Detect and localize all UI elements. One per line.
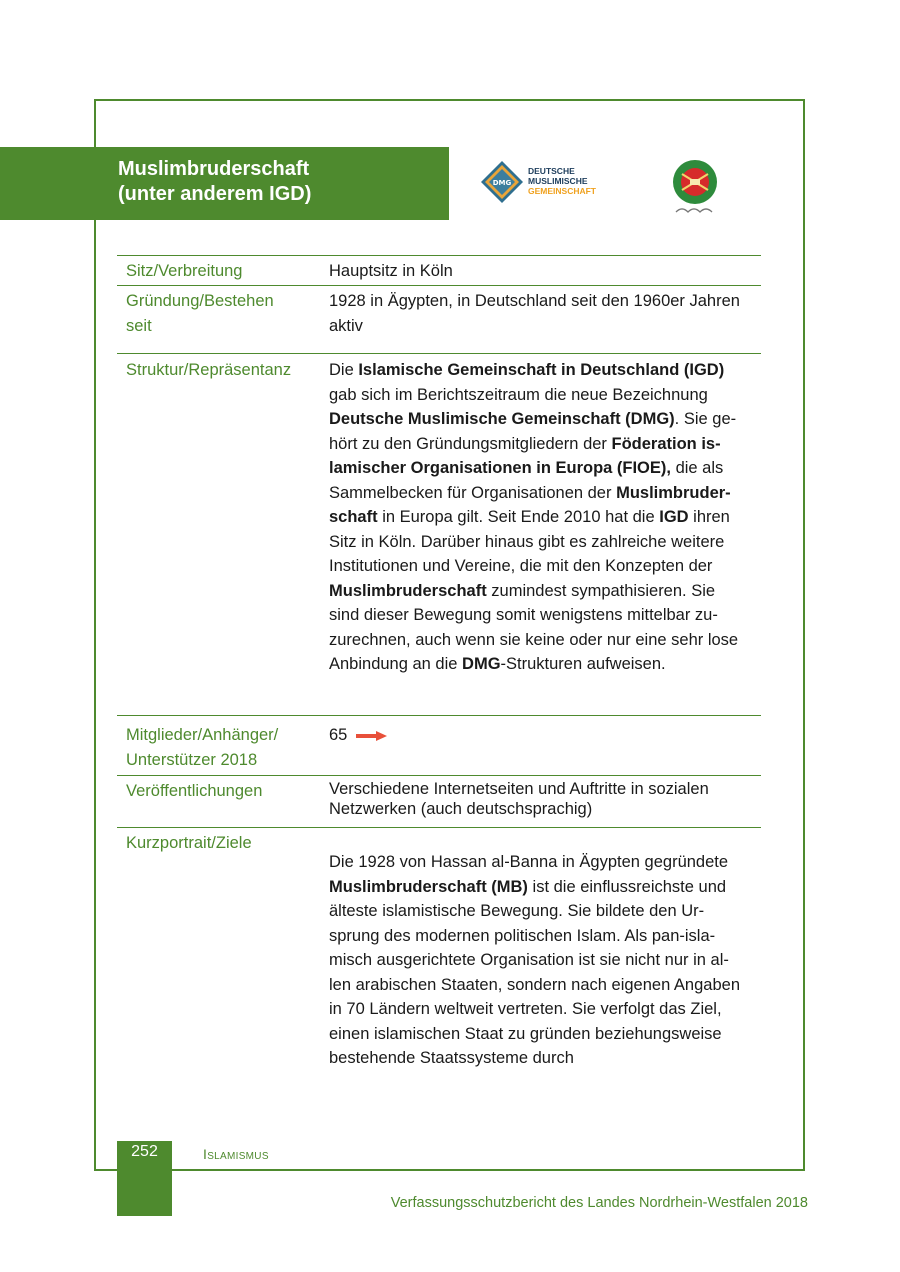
table-row: Gründung/Bestehen seit 1928 in Ägypten, in Deutschland seit den 1960er Jahren aktiv — [117, 285, 761, 353]
trend-arrow-icon — [356, 731, 388, 741]
table-row: Veröffentlichungen Verschiedene Internetseiten und Auftritte in sozialen Netzwerken (auch deutschsprachig) — [117, 775, 761, 827]
table-row: Mitglieder/Anhänger/ Unterstützer 2018 65 — [117, 715, 761, 775]
page-number: 252 — [131, 1143, 158, 1160]
table-row: Struktur/Repräsentanz Die Islamische Gemeinschaft in Deutschland (IGD) gab sich im Berichtszeitraum die neue Bezeichnung Deutsche Muslimische Gemeinschaft (DMG). Sie ge- hört zu den Gründungsmitgliedern der Föderation is- lamischer Organisationen in Europa (FIOE), die als Sammelbecken für Organisationen der Muslimbruder- schaft in Europa gilt. Seit Ende 2010 hat die IGD ihren Sitz in Köln. Darüber hinaus gibt es zahlreiche weitere Institutionen und Vereine, die mit den Konzepten der Muslimbruderschaft zumindest sympathisieren. Sie sind dieser Bewegung somit wenigstens mittelbar zu- zurechnen, auch wenn sie keine oder nur eine sehr lose Anbindung an die DMG-Strukturen aufweisen. — [117, 353, 761, 715]
fact-table — [117, 255, 761, 1068]
kurzportrait-text: Die 1928 von Hassan al-Banna in Ägypten gegründete Muslimbruderschaft (MB) ist die einflussreichste und älteste islamistische Bewegung. Sie bildete den Ur- sprung des modernen politischen Islam. Als pan-isla- misch ausgerichtete Organisation ist sie nicht nur in al- len arabischen Staaten, sondern nach eigenen Angaben in 70 Ländern weltweit vertreten. Sie verfolgt das Ziel, einen islamischen Staat zu gründen beziehungsweise bestehende Staatssysteme durch — [329, 853, 740, 1067]
member-count: 65 — [329, 726, 348, 744]
dmg-logo-text: DEUTSCHE MUSLIMISCHE GEMEINSCHAFT — [528, 166, 596, 196]
svg-text:DMG: DMG — [492, 179, 512, 187]
emblem-icon — [668, 158, 724, 222]
muslim-brotherhood-emblem — [668, 158, 724, 222]
section-label: Islamismus — [203, 1146, 269, 1162]
publication-footer: Verfassungsschutzbericht des Landes Nordrhein-Westfalen 2018 — [390, 1195, 808, 1211]
struktur-text: Die Islamische Gemeinschaft in Deutschland (IGD) gab sich im Berichtszeitraum die neue Bezeichnung Deutsche Muslimische Gemeinschaft (DMG). Sie ge- hört zu den Gründungsmitgliedern der Föderation is- lamischer Organisationen in Europa (FIOE), die als Sammelbecken für Organisationen der Muslimbruder- schaft in Europa gilt. Seit Ende 2010 hat die IGD ihren Sitz in Köln. Darüber hinaus gibt es zahlreiche weitere Institutionen und Vereine, die mit den Konzepten der Muslimbruderschaft zumindest sympathisieren. Sie sind dieser Bewegung somit wenigstens mittelbar zu- zurechnen, auch wenn sie keine oder nur eine sehr lose Anbindung an die DMG-Strukturen aufweisen. — [329, 361, 739, 673]
table-row: Kurzportrait/Ziele Die 1928 von Hassan al-Banna in Ägypten gegründete Muslimbruderschaft (MB) ist die einflussreichste und älteste islamistische Bewegung. Sie bildete den Ur- sprung des modernen politischen Islam. Als pan-isla- misch ausgerichtete Organisation ist sie nicht nur in al- len arabischen Staaten, sondern nach eigenen Angaben in 70 Ländern weltweit vertreten. Sie verfolgt das Ziel, einen islamischen Staat zu gründen beziehungsweise bestehende Staatssysteme durch — [117, 827, 761, 1068]
dmg-emblem-icon — [480, 160, 524, 204]
title-band — [0, 147, 449, 220]
table-row: Sitz/Verbreitung Hauptsitz in Köln — [117, 255, 761, 285]
dmg-logo — [480, 156, 620, 208]
page-title: Muslimbruderschaft (unter anderem IGD) — [118, 158, 312, 205]
